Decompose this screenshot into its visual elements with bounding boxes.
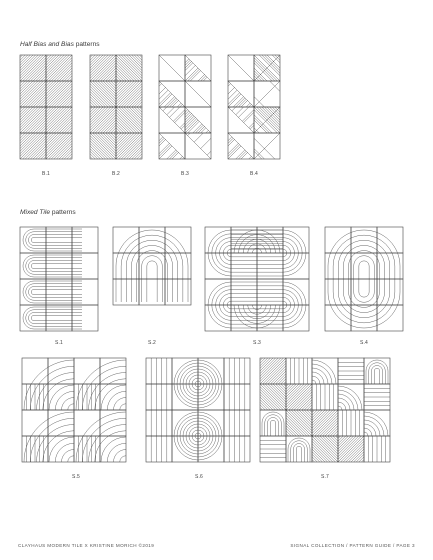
pattern-label-b2: B.2 [111, 171, 121, 177]
pattern-label-s3: S.3 [252, 340, 262, 346]
footer-credit: CLAYHAUS MODERN TILE X KRISTINE MORICH ©2019 [18, 543, 155, 548]
footer-page-info: SIGNAL COLLECTION / PATTERN GUIDE / PAGE 3 [290, 543, 415, 548]
pattern-s7 [260, 358, 390, 462]
pattern-s1 [20, 227, 98, 331]
pattern-s2 [113, 227, 191, 305]
pattern-label-s5: S.5 [71, 474, 81, 480]
pattern-b2 [90, 55, 142, 159]
pattern-s5 [22, 358, 126, 462]
pattern-label-b1: B.1 [41, 171, 51, 177]
section-heading-mixed: Mixed Tile patterns [20, 209, 76, 216]
pattern-label-b3: B.3 [180, 171, 190, 177]
pattern-label-s7: S.7 [320, 474, 330, 480]
section-heading-bias: Half Bias and Bias patterns [20, 41, 100, 48]
pattern-label-s2: S.2 [147, 340, 157, 346]
pattern-s3 [205, 227, 309, 331]
pattern-label-b4: B.4 [249, 171, 259, 177]
pattern-b1 [20, 55, 72, 159]
pattern-b4 [228, 55, 280, 159]
pattern-label-s1: S.1 [54, 340, 64, 346]
pattern-label-s6: S.6 [194, 474, 204, 480]
pattern-s4 [325, 227, 403, 331]
pattern-b3 [159, 55, 211, 159]
pattern-label-s4: S.4 [359, 340, 369, 346]
pattern-s6 [146, 358, 250, 462]
